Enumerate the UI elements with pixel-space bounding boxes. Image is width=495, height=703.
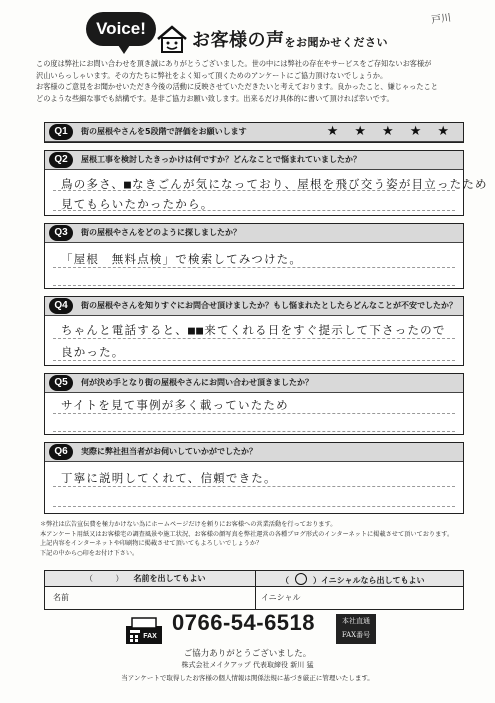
- handwritten-answer: 鳥の多さ、■なきごんが気になっており、屋根を飛び交う姿が目立ったため: [61, 177, 488, 191]
- question-block-q6: [44, 442, 464, 514]
- question-text: 街の屋根やさんを5段階で評価をお願いします: [81, 127, 247, 136]
- star-icon[interactable]: ★: [326, 124, 339, 139]
- question-block-q2: [44, 150, 488, 216]
- answer-area[interactable]: [45, 243, 463, 288]
- name-field-label: 名前: [53, 593, 69, 602]
- handwritten-answer: 「屋根 無料点検」で検索してみつけた。: [61, 252, 303, 266]
- handwritten-answer: 丁寧に説明してくれて、信頼できた。: [61, 471, 277, 485]
- intro-line: どのような些細な事でも結構です。是非ご協力お願い致します。出来るだけ具体的に書いて頂ければ幸いです。: [36, 93, 394, 103]
- selected-circle-mark: [295, 573, 307, 585]
- question-badge: Q3: [49, 225, 73, 241]
- option-name-ok[interactable]: （ ）名前を出してもよい: [85, 574, 206, 583]
- question-block-q4: [44, 296, 464, 366]
- question-text: 街の屋根やさんをどのように探しましたか？: [81, 228, 241, 237]
- star-icon[interactable]: ★: [382, 124, 394, 139]
- handwritten-answer: 良かった。: [61, 345, 125, 359]
- company-name: 株式会社メイクアップ 代表取締役 新川 猛: [181, 661, 314, 669]
- answer-area[interactable]: [45, 316, 463, 365]
- question-text: 実際に弊社担当者がお伺いしていかがでしたか？: [81, 447, 257, 456]
- handwritten-answer: 見てもらいたかったから。: [61, 197, 214, 211]
- answer-area[interactable]: [45, 393, 463, 434]
- house-icon: [156, 24, 188, 54]
- consent-notes: [40, 520, 470, 558]
- question-block-q3: [44, 223, 464, 289]
- question-badge: Q4: [49, 298, 73, 314]
- handwritten-answer: ちゃんと電話すると、■■来てくれる日をすぐ提示して下さったので: [61, 323, 446, 337]
- question-badge: Q5: [49, 375, 73, 391]
- voice-bubble-tail: [116, 42, 132, 54]
- privacy-note: 当アンケートで取得したお客様の個人情報は関係法規に基づき厳正に管理いたします。: [121, 674, 374, 682]
- question-header: [45, 443, 463, 462]
- question-block-q5: [44, 373, 464, 435]
- handwritten-corner-mark: 戸川: [430, 12, 452, 27]
- note-line: 下記の中から○印をお付け下さい。: [40, 549, 139, 557]
- intro-text: [36, 58, 466, 104]
- intro-line: 沢山いらっしゃいます。その方たちに弊社をよく知って頂くためのアンケートにご協力頂けないでしょうか。: [36, 70, 388, 80]
- question-badge: Q6: [49, 444, 73, 460]
- intro-line: この度は弊社にお問い合わせを頂き誠にありがとうございました。世の中には弊社の存在やサービスをご存知ないお客様が: [36, 59, 432, 68]
- header: [60, 8, 420, 64]
- page-title: お客様の声をお聞かせください: [192, 30, 388, 51]
- star-icon[interactable]: ★: [437, 124, 449, 139]
- name-consent-table: [44, 570, 464, 610]
- answer-area[interactable]: [45, 462, 463, 513]
- fax-direct-label: 本社直通 FAX番号: [336, 614, 376, 644]
- question-block-q1: [44, 122, 464, 143]
- question-header: [45, 374, 463, 393]
- question-text: 屋根工事を検討したきっかけは何ですか？どんなことで悩まれていましたか？: [81, 155, 361, 164]
- question-header: [45, 224, 463, 243]
- question-text: 何が決め手となり街の屋根やさんにお問い合わせ頂きましたか？: [81, 378, 313, 387]
- rating-stars: [327, 125, 449, 139]
- fax-icon-label: FAX: [143, 633, 157, 640]
- question-header: [45, 151, 463, 170]
- option-initial-ok[interactable]: （ ）イニシャルなら出してもよい: [281, 573, 425, 586]
- voice-bubble: Voice!: [86, 12, 156, 46]
- note-line: 上記内容をインターネットや印刷物に掲載させて頂いてもよろしいでしょうか？: [40, 540, 263, 547]
- note-line: ＊弊社は広告宣伝費を極力かけない為にホームページだけを頼りにお客様への営業活動を行っております。: [40, 521, 337, 528]
- thanks-text: ご協力ありがとうございました。: [183, 649, 312, 659]
- answer-area[interactable]: [45, 170, 488, 215]
- fax-machine-icon: [124, 616, 164, 646]
- question-header: [45, 297, 463, 316]
- star-icon[interactable]: ★: [354, 124, 367, 139]
- question-header: [45, 123, 463, 142]
- question-text: 街の屋根やさんを知りすぐにお問合せ頂けましたか？もし悩まれたとしたらどんなことが不安でしたか？: [81, 301, 457, 310]
- note-line: 本アンケート用紙又はお客様宅の調査風景や施工状況、お客様の顔写真を弊社運営の各種ブログ形式のインターネットに掲載させて頂いております。: [40, 530, 454, 538]
- question-badge: Q1: [49, 124, 73, 140]
- handwritten-answer: サイトを見て事例が多く載っていたため: [61, 398, 289, 412]
- initial-field-label: イニシャル: [261, 593, 301, 602]
- question-badge: Q2: [49, 152, 73, 168]
- fax-number: 0766-54-6518: [172, 610, 316, 635]
- star-icon[interactable]: ★: [409, 124, 422, 139]
- intro-line: お客様のご意見をお聞かせいただき今後の活動に反映させていただきたいと考えております。良かったこと、嫌じゃったこと: [36, 82, 438, 91]
